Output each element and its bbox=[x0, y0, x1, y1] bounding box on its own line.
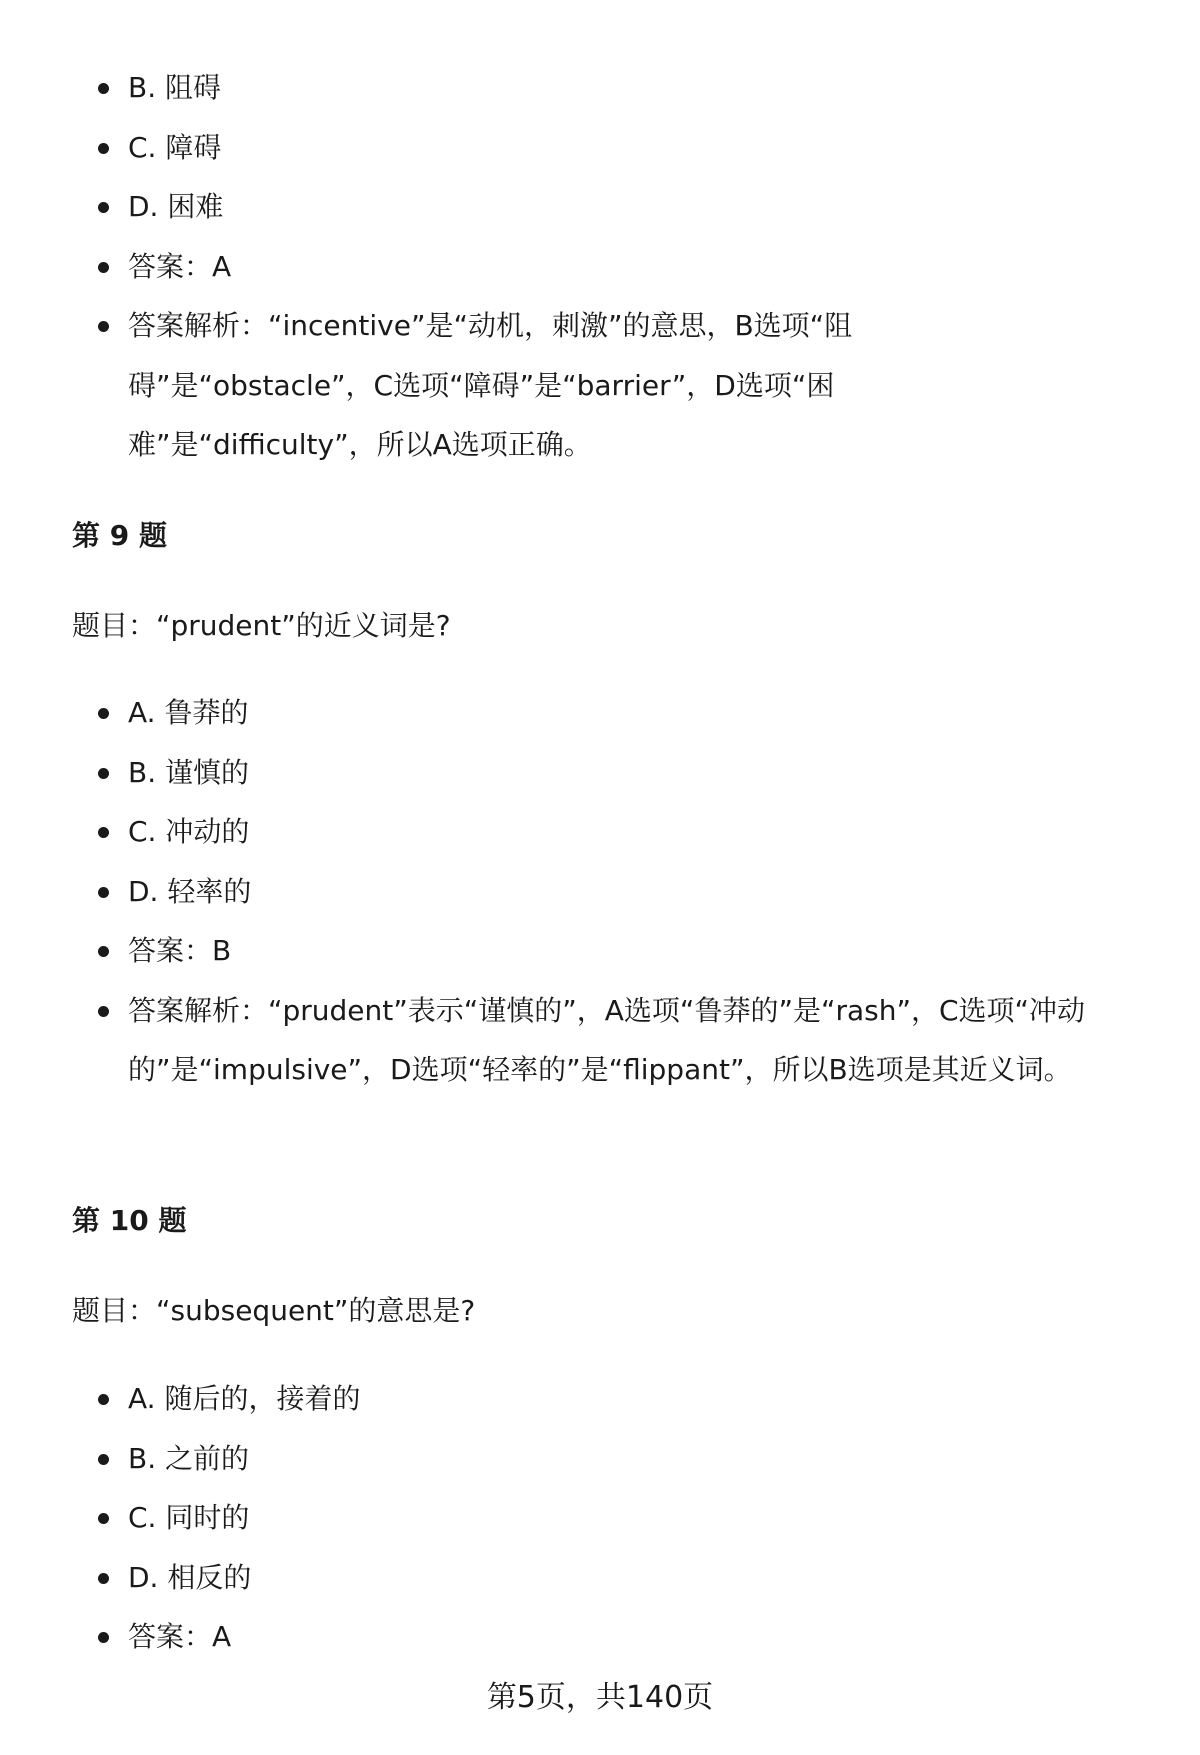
q10-option-b: B. 之前的 bbox=[0, 1429, 1200, 1489]
q10-option-a: A. 随后的，接着的 bbox=[0, 1369, 1200, 1429]
q9-option-a: A. 鲁莽的 bbox=[0, 683, 1200, 743]
q8-explanation-item bbox=[0, 296, 1200, 475]
q8-option-b: B. 阻碍 bbox=[0, 58, 1200, 118]
q10-option-c: C. 同时的 bbox=[0, 1488, 1200, 1548]
q10-answer: 答案：A bbox=[0, 1607, 1200, 1667]
q10-body bbox=[0, 1369, 1200, 1667]
q9-explanation: 答案解析：“prudent”表示“谨慎的”，A选项“鲁莽的”是“rash”，C选项“冲动的”是“impulsive”，D选项“轻率的”是“flippant”，所以B选项是其近义词。 bbox=[128, 993, 1086, 1086]
q9-option-d: D. 轻率的 bbox=[0, 862, 1200, 922]
q8-answer: 答案：A bbox=[0, 237, 1200, 297]
q10-option-list bbox=[0, 1369, 1200, 1667]
q8-continuation bbox=[0, 58, 1200, 475]
q9-body bbox=[0, 683, 1200, 1100]
q8-option-c: C. 障碍 bbox=[0, 118, 1200, 178]
q8-option-list bbox=[0, 58, 1200, 475]
q10-option-d: D. 相反的 bbox=[0, 1548, 1200, 1608]
q9-question: 题目：“prudent”的近义词是? bbox=[72, 609, 451, 642]
q9-explanation-item bbox=[0, 981, 1200, 1100]
q10-question: 题目：“subsequent”的意思是? bbox=[72, 1294, 476, 1327]
q9-option-b: B. 谨慎的 bbox=[0, 743, 1200, 803]
q8-explanation: 答案解析：“incentive”是“动机，刺激”的意思，B选项“阻碍”是“obstacle”，C选项“障碍”是“barrier”，D选项“困难”是“difficulty”，所以A选项正确。 bbox=[128, 309, 853, 461]
q9-option-list bbox=[0, 683, 1200, 1100]
q9-option-c: C. 冲动的 bbox=[0, 802, 1200, 862]
q10-title: 第 10 题 bbox=[72, 1204, 187, 1237]
q8-option-d: D. 困难 bbox=[0, 177, 1200, 237]
q9-answer: 答案：B bbox=[0, 921, 1200, 981]
q9-title: 第 9 题 bbox=[72, 519, 167, 552]
page-footer: 第5页，共140页 bbox=[486, 1680, 714, 1715]
